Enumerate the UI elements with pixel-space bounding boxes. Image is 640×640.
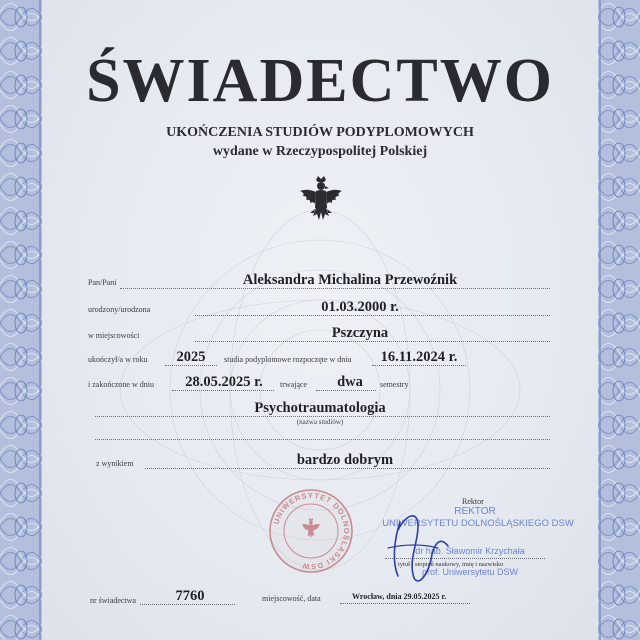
document-issued-in: wydane w Rzeczypospolitej Polskiej — [212, 144, 428, 159]
completed-label: ukończył/a w roku — [88, 355, 148, 364]
result-label: z wynikiem — [96, 459, 134, 468]
stamp-name: dr hab. Sławomir Krzychała — [415, 546, 525, 556]
place-date-label: miejscowość, data — [262, 594, 321, 603]
name-value: Aleksandra Michalina Przewoźnik — [242, 272, 458, 288]
duration-label: trwające — [280, 380, 308, 389]
stamp-role: REKTOR — [454, 506, 496, 517]
started-date-line — [372, 365, 466, 366]
study-name: Psychotraumatologia — [254, 400, 386, 416]
study-name-line — [95, 416, 550, 417]
born-line — [195, 315, 550, 316]
place-date-line — [340, 603, 470, 604]
polish-eagle-emblem-icon — [299, 176, 343, 226]
duration-value: dwa — [337, 374, 363, 390]
right-decorative-border — [598, 0, 640, 640]
started-date: 16.11.2024 r. — [380, 349, 458, 365]
document-title: ŚWIADECTWO — [86, 47, 554, 115]
left-decorative-border — [0, 0, 42, 640]
signature-caption: tytuł i stopień naukowy, imię i nazwisko — [398, 561, 504, 568]
handwritten-signature — [378, 500, 458, 590]
place-label: w miejscowości — [88, 331, 140, 340]
name-label: Pan/Pani — [88, 278, 117, 287]
place-date-value: Wrocław, dnia 29.05.2025 r. — [352, 592, 447, 601]
stamp-title: prof. Uniwersytetu DSW — [421, 567, 519, 577]
completed-year: 2025 — [176, 349, 206, 365]
seal-text: UNIWERSYTET DOLNOŚLĄSKI DSW — [271, 490, 352, 572]
cert-no-label: nr świadectwa — [90, 596, 136, 605]
study-name-line-2 — [95, 439, 550, 440]
born-value: 01.03.2000 r. — [321, 299, 399, 315]
name-line — [120, 288, 550, 289]
completed-year-line — [165, 365, 217, 366]
place-line — [195, 341, 550, 342]
started-label: studia podyplomowe rozpoczęte w dniu — [224, 355, 352, 364]
semesters-label: semestry — [380, 380, 409, 389]
document-subtitle: UKOŃCZENIA STUDIÓW PODYPLOMOWYCH — [166, 125, 474, 140]
signature-role-label: Rektor — [462, 497, 484, 506]
result-value: bardzo dobrym — [296, 452, 394, 468]
official-round-seal — [268, 488, 354, 574]
study-name-caption: (nazwa studiów) — [296, 418, 344, 426]
ended-date: 28.05.2025 r. — [185, 374, 263, 390]
place-value: Pszczyna — [331, 325, 389, 341]
result-line — [145, 468, 550, 469]
ended-date-line — [172, 390, 274, 391]
stamp-university: UNIWERSYTETU DOLNOŚLĄSKIEGO DSW — [382, 518, 574, 529]
duration-line — [316, 390, 376, 391]
born-label: urodzony/urodzona — [88, 305, 151, 314]
ended-label: i zakończone w dniu — [88, 380, 154, 389]
cert-no-line — [140, 604, 235, 605]
cert-no-value: 7760 — [175, 588, 205, 604]
